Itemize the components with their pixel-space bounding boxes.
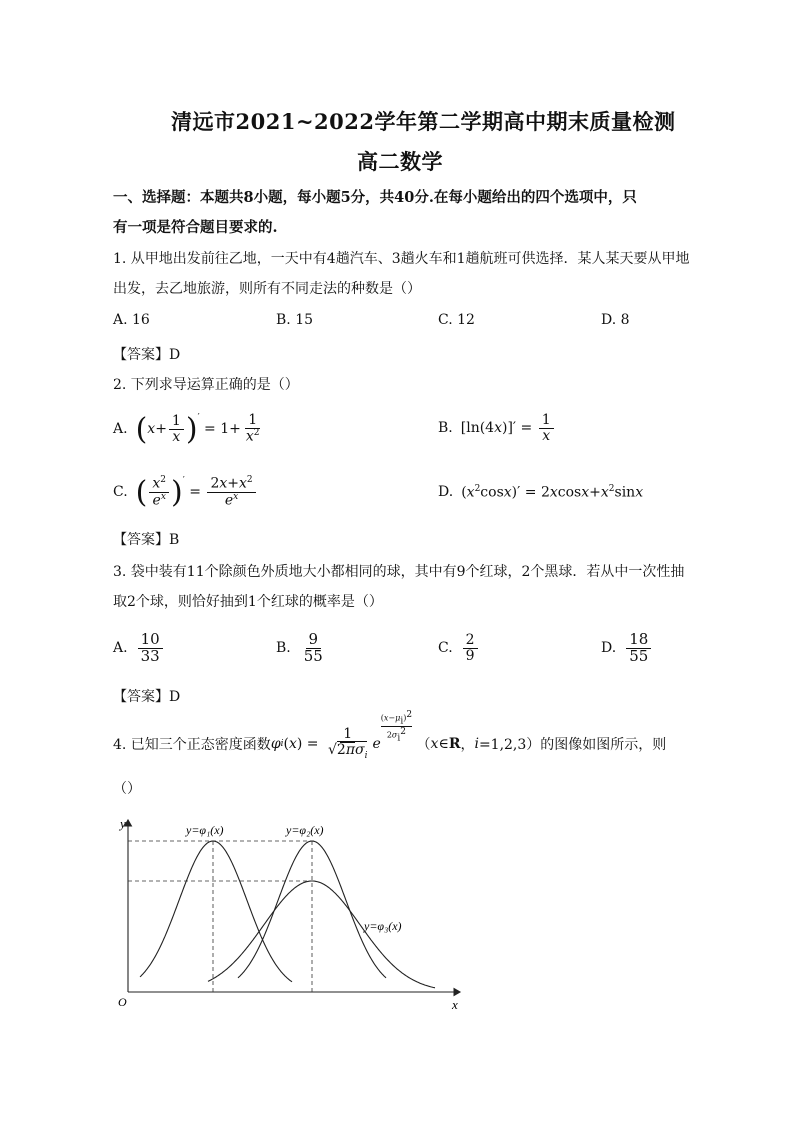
page-subtitle: 高二数学 bbox=[357, 149, 443, 174]
section-heading-line1: 一、选择题：本题共8小题，每小题5分，共40分.在每小题给出的四个选项中，只 bbox=[113, 189, 637, 206]
q4-stem-line1 bbox=[113, 710, 667, 770]
q4-density-formula: φ i ( x ) = $\frac{1}{√2\pi\sigma_i}$ e $(x-\mu_i)^2$ $2\sigma_i^2$ （ x ∈ R ， i =1,2,3） bbox=[270, 710, 541, 761]
page-title: 清远市2021~2022学年第二学期高中期末质量检测 bbox=[171, 109, 676, 134]
q2-option-c-label: C. bbox=[113, 484, 128, 500]
q3-option-b-numerator: 9 bbox=[306, 632, 322, 649]
q3-option-c-numerator: 2 bbox=[463, 633, 478, 649]
q3-option-a-numerator: 10 bbox=[138, 632, 163, 649]
q2-option-d-formula: $(x^2\cos x)' = 2xcosx+x^2\sin x$ bbox=[461, 483, 644, 501]
q4-stem-line2: （） bbox=[113, 781, 141, 797]
q3-option-a-label: A. bbox=[113, 640, 128, 656]
q1-stem-line1: 1. 从甲地出发前往乙地，一天中有4趟汽车、3趟火车和1趟航班可供选择．某人某天要从甲地 bbox=[113, 251, 690, 267]
q3-stem-line1: 3. 袋中装有11个除颜色外质地大小都相同的球，其中有9个红球，2个黑球．若从中一次性抽 bbox=[113, 564, 685, 580]
x-axis-label: x bbox=[452, 997, 458, 1012]
q2-option-c bbox=[113, 466, 258, 518]
q4-stem-suffix: 的图像如图所示，则 bbox=[540, 737, 667, 753]
curve-label-3: y=φ₃(x) bbox=[364, 919, 402, 933]
y-axis-label: y bbox=[120, 816, 126, 831]
q3-option-b bbox=[276, 626, 328, 670]
q2-option-c-formula: ( $\frac{x^2}{e^x}$ ) ′ = $\frac{2x+x^2}{e^x}$ bbox=[136, 475, 258, 510]
q2-option-d-label: D. bbox=[438, 484, 454, 500]
q2-option-a-formula: ( x + $\frac{1}{x}$ ) ′ = 1+ $\frac{1}{x^2}$ bbox=[135, 411, 260, 447]
curve-label-2: y=φ₂(x) bbox=[286, 823, 324, 837]
q2-option-a bbox=[113, 404, 265, 454]
q2-option-b bbox=[438, 408, 556, 448]
q4-stem-prefix: 4. 已知三个正态密度函数 bbox=[113, 737, 271, 753]
q3-option-b-denominator: 55 bbox=[303, 646, 323, 665]
q3-option-d bbox=[601, 626, 653, 670]
q1-option-c: C. 12 bbox=[438, 312, 475, 328]
q3-option-b-label: B. bbox=[276, 640, 291, 656]
q2-answer: 【答案】B bbox=[113, 532, 180, 548]
q3-option-c-denominator: 9 bbox=[465, 647, 475, 664]
normal-density-graph bbox=[110, 812, 470, 1017]
q3-option-d-label: D. bbox=[601, 640, 617, 656]
q3-option-a bbox=[113, 626, 165, 670]
q2-option-a-label: A. bbox=[113, 421, 128, 437]
curve-phi-3 bbox=[208, 881, 435, 988]
q1-stem-line2: 出发，去乙地旅游，则所有不同走法的种数是（） bbox=[113, 281, 421, 297]
origin-label: O bbox=[118, 995, 127, 1009]
q1-option-a: A. 16 bbox=[113, 312, 150, 328]
curve-phi-1 bbox=[140, 841, 292, 982]
q3-answer: 【答案】D bbox=[113, 689, 181, 705]
q3-option-a-denominator: 33 bbox=[140, 646, 160, 665]
q3-stem-line2: 取2个球，则恰好抽到1个红球的概率是（） bbox=[113, 594, 383, 610]
q1-option-d: D. 8 bbox=[601, 312, 630, 328]
q3-option-c bbox=[438, 626, 480, 670]
q3-option-d-denominator: 55 bbox=[629, 646, 649, 665]
q3-option-c-label: C. bbox=[438, 640, 453, 656]
q2-option-b-label: B. bbox=[438, 420, 453, 436]
q3-option-d-numerator: 18 bbox=[626, 632, 651, 649]
q2-option-b-formula: [ln(4 x )]′ = $\frac{1}{x}$ bbox=[461, 413, 556, 443]
section-heading-line2: 有一项是符合题目要求的. bbox=[113, 219, 278, 236]
curve-label-1: y=φ₁(x) bbox=[186, 823, 224, 837]
curve-phi-2 bbox=[238, 841, 386, 978]
q1-option-b: B. 15 bbox=[276, 312, 314, 328]
q2-option-d bbox=[438, 474, 643, 510]
q1-answer: 【答案】D bbox=[113, 347, 181, 363]
q2-stem: 2. 下列求导运算正确的是（） bbox=[113, 377, 299, 393]
